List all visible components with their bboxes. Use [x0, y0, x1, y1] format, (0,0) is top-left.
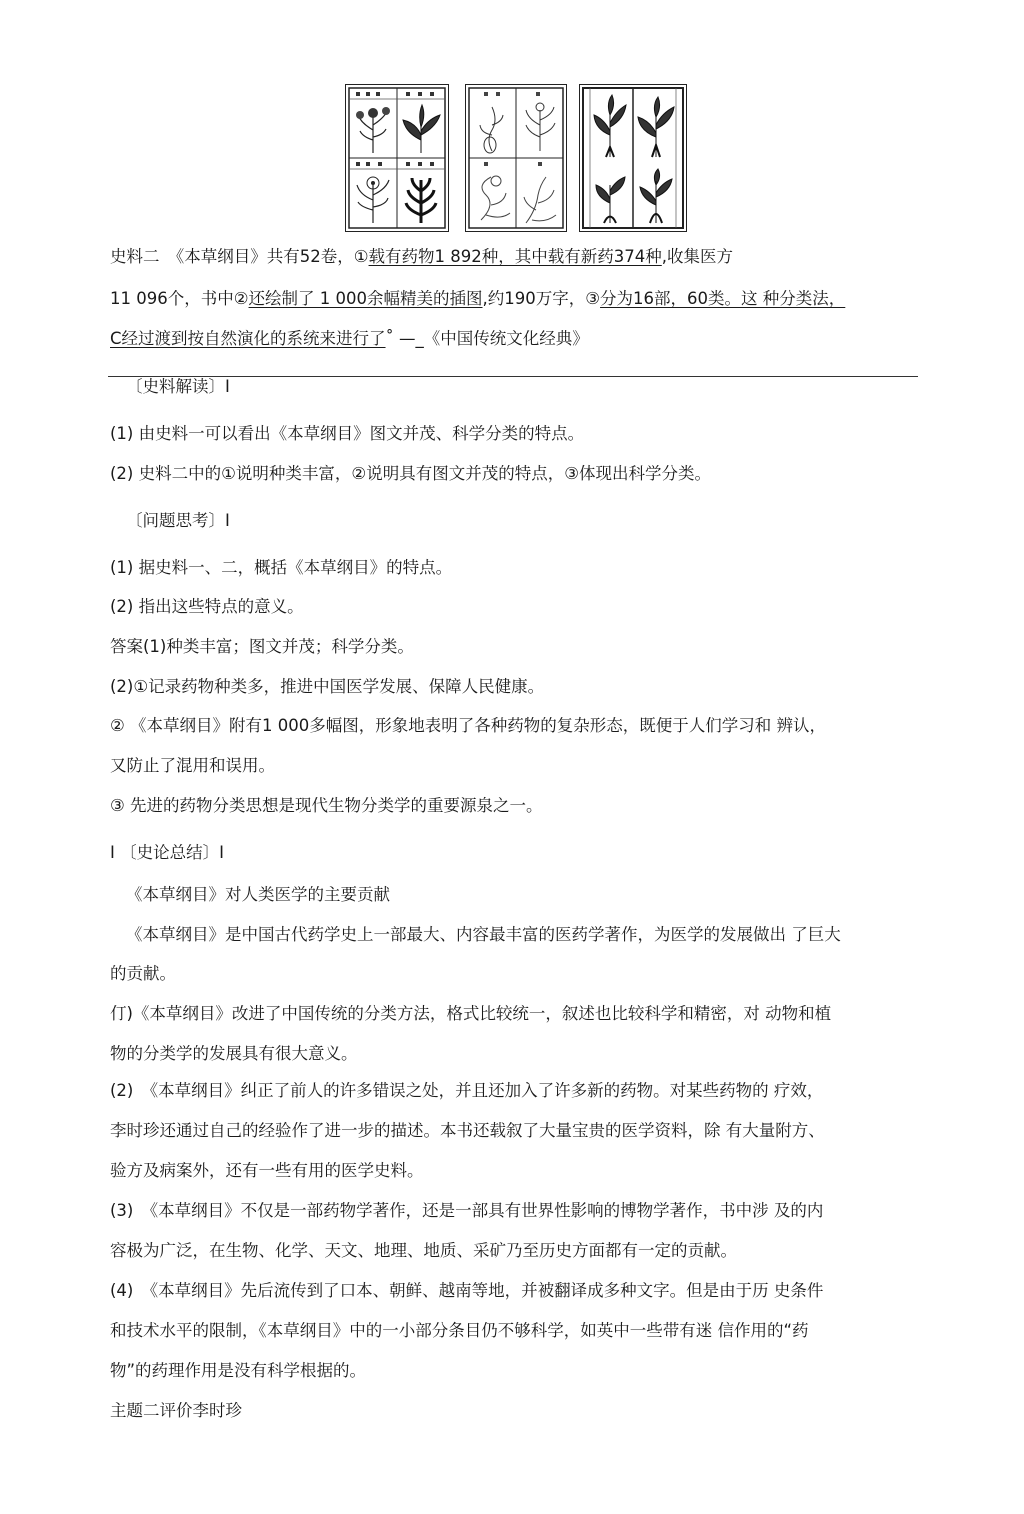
summary-point-2-line-2: 李时珍还通过自己的经验作了进一步的描述。本书还载叙了大量宝贵的医学资料，除 有大量附方、 — [110, 1121, 825, 1140]
reading-point-1: (1) 由史料一可以看出《本草纲目》图文并茂、科学分类的特点。 — [110, 424, 585, 443]
next-topic-heading: 主题二评价李时珍 — [110, 1401, 242, 1420]
source2-citation: ˚ —_《中国传统文化经典》 — [385, 329, 589, 348]
source2-line-2-c: ,约190万字，③ — [482, 289, 601, 308]
summary-heading: I 〔史论总结〕I — [110, 843, 224, 862]
herbal-page-2-drawing — [466, 85, 566, 231]
thinking-heading: 〔问题思考〕I — [126, 511, 230, 530]
answer-3-line-2: 又防止了混用和误用。 — [110, 756, 275, 775]
source2-underlined-classification: 分为16部，60类。这 种分类法， — [600, 289, 846, 308]
summary-point-4-line-3: 物”的药理作用是没有科学根据的。 — [110, 1361, 367, 1380]
summary-point-2-line-3: 验方及病案外，还有一些有用的医学史料。 — [110, 1161, 424, 1180]
answer-4: ③ 先进的药物分类思想是现代生物分类学的重要源泉之一。 — [110, 796, 543, 815]
herbal-page-3 — [579, 84, 687, 232]
summary-point-1-line-2: 物的分类学的发展具有很大意义。 — [110, 1044, 358, 1063]
source2-line-2-a: 11 096个，书中② — [110, 289, 249, 308]
reading-heading: 〔史料解读〕I — [126, 377, 230, 396]
summary-title: 《本草纲目》对人类医学的主要贡献 — [126, 885, 390, 904]
answer-1: 答案(1)种类丰富；图文并茂；科学分类。 — [110, 637, 414, 656]
source2-line-1-a: 史料二 《本草纲目》共有52卷，① — [110, 247, 369, 266]
source2-underlined-drug-count: 载有药物1 892种，其中载有新药374种 — [368, 247, 662, 266]
summary-intro-line-2: 的贡献。 — [110, 964, 176, 983]
source2-underlined-system: C经过渡到按自然演化的系统来进行了 — [110, 329, 386, 348]
summary-point-4-line-2: 和技术水平的限制，《本草纲目》中的一小部分条目仍不够科学，如英中一些带有迷 信作用的“药 — [110, 1321, 809, 1340]
herbal-illustrations — [345, 84, 690, 232]
herbal-page-1 — [345, 84, 449, 232]
source2-line-3 — [110, 328, 589, 350]
summary-intro-line-1: 《本草纲目》是中国古代药学史上一部最大、内容最丰富的医药学著作，为医学的发展做出 了巨大 — [126, 925, 841, 944]
answer-2: (2)①记录药物种类多，推进中国医学发展、保障人民健康。 — [110, 677, 545, 696]
source2-underlined-illustrations: 还绘制了 1 000余幅精美的插图 — [248, 289, 483, 308]
source2-line-2 — [110, 288, 845, 310]
thinking-question-2: (2) 指出这些特点的意义。 — [110, 597, 304, 616]
source2-line-1 — [110, 246, 733, 268]
answer-3-line-1: ② 《本草纲目》附有1 000多幅图，形象地表明了各种药物的复杂形态，既便于人们学习和 辨认， — [110, 716, 827, 735]
herbal-page-2 — [465, 84, 567, 232]
summary-point-3-line-2: 容极为广泛，在生物、化学、天文、地理、地质、采矿乃至历史方面都有一定的贡献。 — [110, 1241, 737, 1260]
summary-point-1-line-1: 仃)《本草纲目》改进了中国传统的分类方法，格式比较统一，叙述也比较科学和精密，对 动物和植 — [110, 1004, 832, 1023]
summary-point-4-line-1: (4) 《本草纲目》先后流传到了口本、朝鲜、越南等地，并被翻译成多种文字。但是由于历 史条件 — [110, 1281, 824, 1300]
herbal-page-1-drawing — [346, 85, 448, 231]
reading-point-2: (2) 史料二中的①说明种类丰富，②说明具有图文并茂的特点，③体现出科学分类。 — [110, 464, 711, 483]
source2-line-1-c: ,收集医方 — [661, 247, 734, 266]
summary-point-3-line-1: (3) 《本草纲目》不仅是一部药物学著作，还是一部具有世界性影响的博物学著作，书中涉 及的内 — [110, 1201, 824, 1220]
herbal-page-3-drawing — [580, 85, 686, 231]
summary-point-2-line-1: (2) 《本草纲目》纠正了前人的许多错误之处，并且还加入了许多新的药物。对某些药物的 疗效， — [110, 1081, 824, 1100]
thinking-question-1: (1) 据史料一、二，概括《本草纲目》的特点。 — [110, 558, 453, 577]
